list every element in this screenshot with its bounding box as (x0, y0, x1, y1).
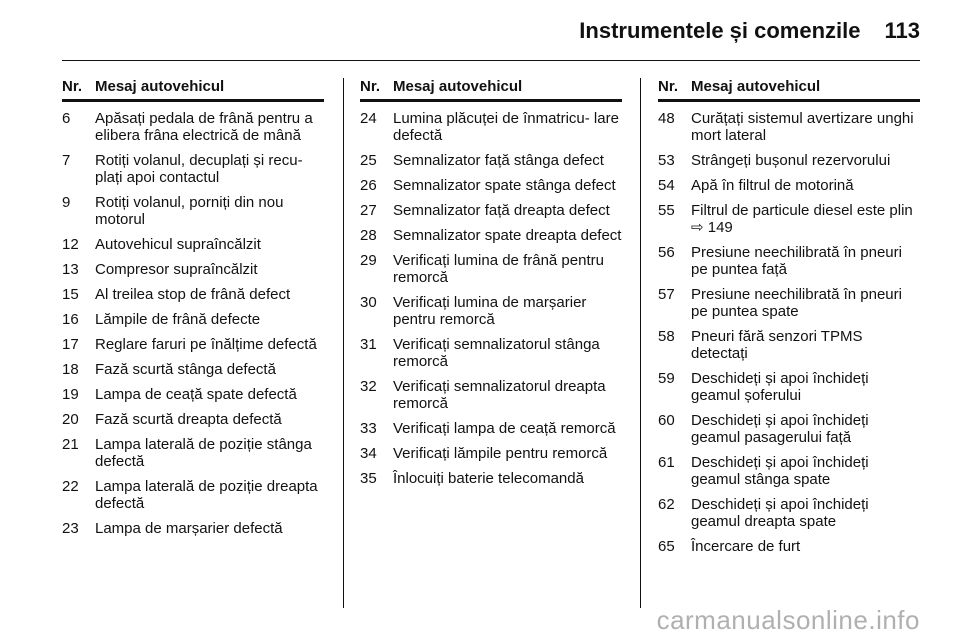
table-row (360, 202, 622, 221)
message-number: 65 (658, 538, 675, 555)
message-text: Presiune neechilibrată în pneuri pe puntea spate (691, 286, 902, 320)
message-table-column-1 (62, 78, 324, 539)
message-number: 56 (658, 244, 675, 261)
message-text: Verificați semnalizatorul dreapta remorcă (393, 378, 606, 412)
message-text: Deschideți și apoi închideți geamul dreapta spate (691, 496, 869, 530)
message-text: Rotiți volanul, decuplați și recu- plați apoi contactul (95, 152, 303, 186)
table-row (658, 110, 920, 146)
message-number: 12 (62, 236, 79, 253)
message-text: Presiune neechilibrată în pneuri pe puntea față (691, 244, 902, 278)
message-number: 25 (360, 152, 377, 169)
message-number: 61 (658, 454, 675, 471)
table-row (658, 496, 920, 532)
message-number: 31 (360, 336, 377, 353)
message-number: 17 (62, 336, 79, 353)
message-number: 26 (360, 177, 377, 194)
table-row (658, 370, 920, 406)
message-text: Fază scurtă stânga defectă (95, 361, 276, 378)
table-row (62, 261, 324, 280)
message-number: 54 (658, 177, 675, 194)
table-row (360, 445, 622, 464)
message-text: Deschideți și apoi închideți geamul stânga spate (691, 454, 869, 488)
message-text: Verificați lampa de ceață remorcă (393, 420, 616, 437)
page-header (579, 18, 920, 44)
message-number: 9 (62, 194, 71, 211)
table-row (62, 411, 324, 430)
table-row (360, 336, 622, 372)
table-row (360, 294, 622, 330)
table-row (62, 286, 324, 305)
header-nr: Nr. (62, 78, 83, 95)
message-text: Curățați sistemul avertizare unghi mort lateral (691, 110, 914, 144)
header-message: Mesaj autovehicul (393, 78, 523, 95)
message-text: Verificați semnalizatorul stânga remorcă (393, 336, 600, 370)
table-row (62, 110, 324, 146)
message-number: 29 (360, 252, 377, 269)
table-header (360, 78, 622, 102)
header-divider (62, 60, 920, 61)
message-text: Reglare faruri pe înălțime defectă (95, 336, 317, 353)
message-number: 23 (62, 520, 79, 537)
header-nr: Nr. (360, 78, 381, 95)
table-row (62, 152, 324, 188)
message-number: 59 (658, 370, 675, 387)
message-number: 30 (360, 294, 377, 311)
table-header (658, 78, 920, 102)
message-number: 19 (62, 386, 79, 403)
message-text: Verificați lămpile pentru remorcă (393, 445, 608, 462)
message-table-column-3 (658, 78, 920, 557)
table-row (658, 454, 920, 490)
message-text: Lampa de marșarier defectă (95, 520, 283, 537)
table-row (658, 202, 920, 238)
table-row (62, 478, 324, 514)
table-row (360, 152, 622, 171)
message-number: 48 (658, 110, 675, 127)
message-text: Autovehicul supraîncălzit (95, 236, 261, 253)
table-row (62, 194, 324, 230)
message-number: 27 (360, 202, 377, 219)
message-number: 57 (658, 286, 675, 303)
message-number: 34 (360, 445, 377, 462)
message-text: Al treilea stop de frână defect (95, 286, 291, 303)
column-divider (343, 78, 344, 608)
message-text: Semnalizator spate stânga defect (393, 177, 616, 194)
message-number: 60 (658, 412, 675, 429)
message-text: Lampa de ceață spate defectă (95, 386, 297, 403)
message-text: Deschideți și apoi închideți geamul șoferului (691, 370, 869, 404)
page-title: Instrumentele și comenzile (579, 18, 861, 43)
message-text: Semnalizator față dreapta defect (393, 202, 610, 219)
message-text: Filtrul de particule diesel este plin ⇨ 149 (691, 202, 913, 236)
message-text: Semnalizator față stânga defect (393, 152, 604, 169)
table-header (62, 78, 324, 102)
message-number: 62 (658, 496, 675, 513)
message-text: Deschideți și apoi închideți geamul pasagerului față (691, 412, 869, 446)
message-text: Verificați lumina de marșarier pentru remorcă (393, 294, 587, 328)
table-row (360, 420, 622, 439)
table-row (62, 361, 324, 380)
table-row (360, 177, 622, 196)
header-nr: Nr. (658, 78, 679, 95)
message-number: 16 (62, 311, 79, 328)
message-number: 24 (360, 110, 377, 127)
message-number: 15 (62, 286, 79, 303)
message-number: 7 (62, 152, 71, 169)
table-row (62, 386, 324, 405)
message-number: 35 (360, 470, 377, 487)
message-text: Strângeți bușonul rezervorului (691, 152, 891, 169)
table-row (62, 520, 324, 539)
message-number: 28 (360, 227, 377, 244)
message-text: Lămpile de frână defecte (95, 311, 261, 328)
message-number: 21 (62, 436, 79, 453)
message-number: 33 (360, 420, 377, 437)
message-text: Înlocuiți baterie telecomandă (393, 470, 584, 487)
message-text: Lampa laterală de poziție stânga defectă (95, 436, 312, 470)
message-number: 20 (62, 411, 79, 428)
message-text: Lumina plăcuței de înmatricu- lare defectă (393, 110, 619, 144)
message-text: Apă în filtrul de motorină (691, 177, 854, 194)
message-text: Fază scurtă dreapta defectă (95, 411, 282, 428)
table-row (62, 236, 324, 255)
table-row (360, 252, 622, 288)
table-row (658, 286, 920, 322)
message-number: 53 (658, 152, 675, 169)
message-text: Rotiți volanul, porniți din nou motorul (95, 194, 284, 228)
table-row (658, 244, 920, 280)
message-text: Apăsați pedala de frână pentru a elibera frâna electrică de mână (95, 110, 313, 144)
table-row (658, 177, 920, 196)
message-text: Încercare de furt (691, 538, 801, 555)
column-divider (640, 78, 641, 608)
table-row (360, 110, 622, 146)
message-number: 6 (62, 110, 71, 127)
message-text: Compresor supraîncălzit (95, 261, 258, 278)
page-number: 113 (884, 18, 920, 43)
message-text: Semnalizator spate dreapta defect (393, 227, 622, 244)
table-row (658, 152, 920, 171)
table-row (658, 538, 920, 557)
table-row (360, 378, 622, 414)
table-row (360, 470, 622, 489)
message-text: Pneuri fără senzori TPMS detectați (691, 328, 863, 362)
table-row (62, 436, 324, 472)
message-number: 32 (360, 378, 377, 395)
message-text: Lampa laterală de poziție dreapta defectă (95, 478, 318, 512)
message-number: 22 (62, 478, 79, 495)
table-row (62, 311, 324, 330)
header-message: Mesaj autovehicul (95, 78, 225, 95)
table-row (62, 336, 324, 355)
table-row (658, 412, 920, 448)
header-message: Mesaj autovehicul (691, 78, 821, 95)
message-text: Verificați lumina de frână pentru remorcă (393, 252, 604, 286)
message-number: 18 (62, 361, 79, 378)
table-row (658, 328, 920, 364)
watermark: carmanualsonline.info (656, 605, 920, 635)
message-table-column-2 (360, 78, 622, 489)
message-number: 58 (658, 328, 675, 345)
message-number: 55 (658, 202, 675, 219)
table-row (360, 227, 622, 246)
message-number: 13 (62, 261, 79, 278)
